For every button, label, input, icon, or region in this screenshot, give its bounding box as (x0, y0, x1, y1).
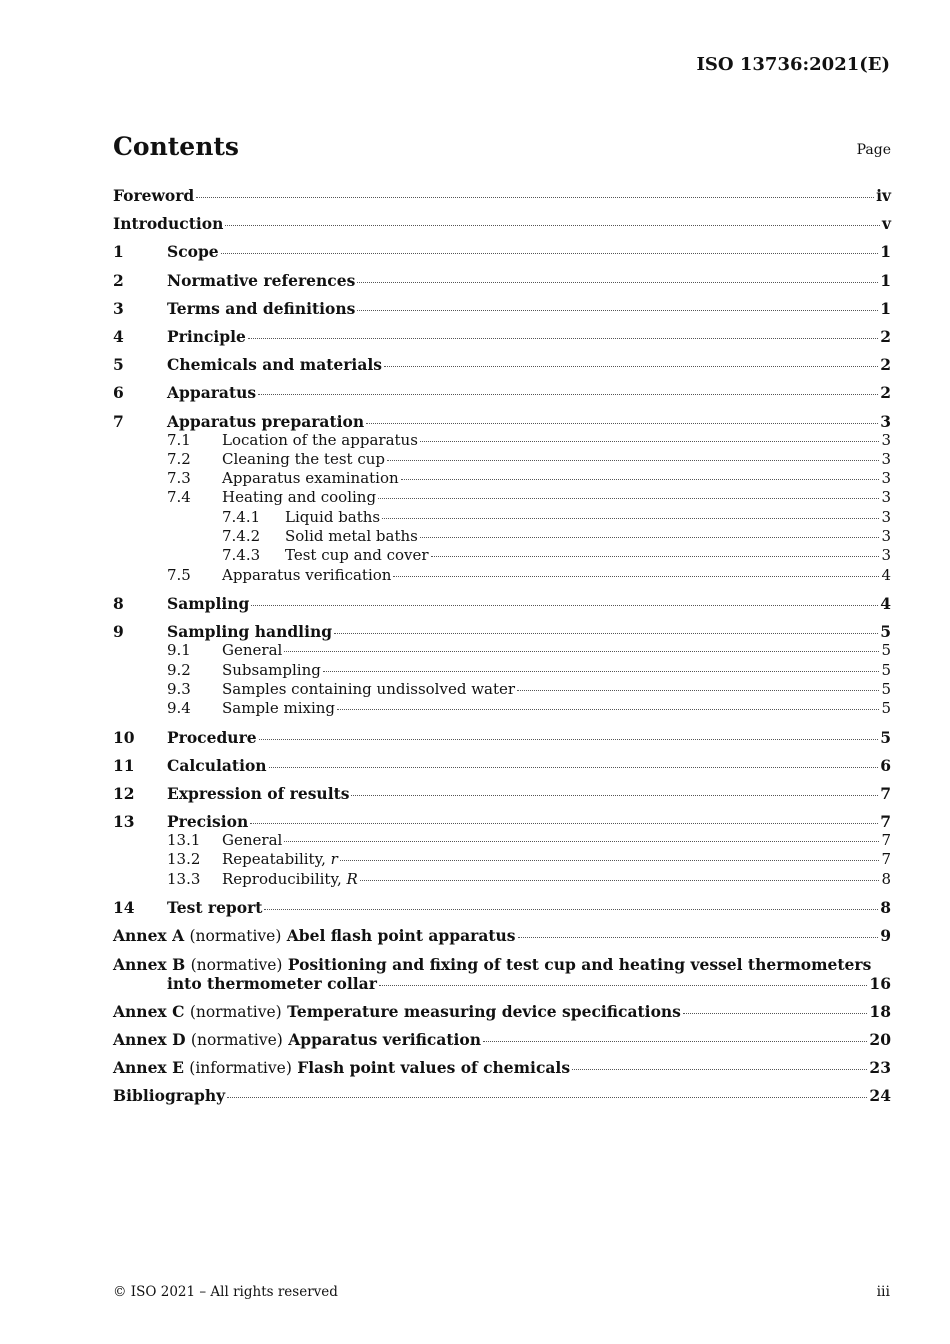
toc-page-number: 6 (880, 755, 891, 775)
dot-leader (227, 1097, 867, 1098)
toc-clause-number: 5 (113, 355, 124, 375)
dot-leader (483, 1041, 867, 1042)
toc-entry-text: Temperature measuring device specifications (287, 1001, 681, 1021)
dot-leader (357, 282, 878, 283)
annex-title (113, 1030, 481, 1050)
toc-page-number: 3 (881, 488, 891, 507)
dot-leader (250, 823, 878, 824)
toc-entry-9-3[interactable] (113, 680, 891, 699)
dot-leader (360, 880, 880, 881)
toc-page-number: 3 (881, 449, 891, 468)
toc-entry-text: Location of the apparatus (222, 430, 418, 449)
dot-leader (379, 985, 868, 986)
toc-entry-text: Test report (167, 898, 263, 918)
toc-clause-number: 11 (113, 755, 135, 775)
toc-clause-number: 7.4.3 (222, 546, 261, 565)
toc-entry-text: Sampling handling (167, 622, 333, 642)
toc-entry-text: Apparatus preparation (167, 411, 365, 431)
toc-entry-text: Reproducibility, (222, 869, 347, 888)
toc-entry-text: Positioning and fixing of test cup and heating vessel thermometers (287, 954, 872, 974)
toc-clause-number: 13.2 (167, 850, 201, 869)
toc-clause-number: 7.1 (167, 430, 191, 449)
toc-entry-text: Foreword (113, 186, 195, 205)
toc-entry-text: Apparatus (167, 383, 257, 403)
toc-clause-number: 13.1 (167, 831, 201, 850)
toc-entry-annex-d[interactable] (113, 1030, 891, 1049)
toc-page-number: 3 (881, 430, 891, 449)
copyright-notice: © ISO 2021 – All rights reserved (113, 1284, 338, 1300)
toc-entry-text-wrapper (222, 850, 338, 869)
dot-leader (384, 366, 878, 367)
toc-page-number: 8 (881, 869, 891, 888)
annex-kind: (normative) (190, 1031, 283, 1050)
table-of-contents (113, 186, 891, 1105)
toc-clause-number: 7 (113, 411, 124, 431)
toc-entry-text: Heating and cooling (222, 488, 377, 507)
dot-leader (572, 1069, 867, 1070)
toc-entry-text-continued: into thermometer collar (167, 973, 377, 993)
toc-page-number: 24 (869, 1086, 891, 1106)
toc-entry-clause-2[interactable] (113, 271, 891, 290)
toc-page-number: 16 (869, 973, 891, 993)
toc-page-number: 5 (881, 679, 891, 698)
toc-entry-text: Abel flash point apparatus (286, 926, 516, 946)
dot-leader (401, 479, 880, 480)
toc-entry-text: Precision (167, 812, 249, 832)
toc-clause-number: 9 (113, 622, 124, 642)
toc-page-number: 7 (880, 784, 891, 803)
toc-page-number: 2 (880, 326, 891, 346)
toc-page-number: 1 (880, 298, 891, 318)
toc-entry-clause-3[interactable] (113, 299, 891, 318)
dot-leader (420, 537, 880, 538)
toc-entry-7-3[interactable] (113, 469, 891, 488)
annex-kind: (normative) (190, 955, 283, 974)
toc-clause-number: 12 (113, 784, 135, 803)
toc-clause-number: 1 (113, 242, 124, 262)
toc-page-number: 5 (881, 660, 891, 679)
toc-entry-text: Repeatability, (222, 850, 331, 869)
dot-leader (323, 671, 880, 672)
dot-leader (221, 253, 879, 254)
document-id-header: ISO 13736:2021(E) (696, 54, 890, 75)
toc-entry-9-4[interactable] (113, 699, 891, 718)
toc-entry-text: Introduction (113, 214, 224, 234)
toc-clause-number: 9.2 (167, 660, 191, 679)
dot-leader (284, 651, 879, 652)
dot-leader (264, 909, 878, 910)
toc-entry-text: General (222, 641, 283, 660)
annex-title (113, 926, 516, 946)
toc-page-number: 4 (880, 594, 891, 614)
dot-leader (259, 739, 879, 740)
toc-page-number: iv (876, 186, 891, 205)
toc-entry-clause-5[interactable] (113, 355, 891, 374)
toc-page-number: 7 (881, 831, 891, 850)
toc-clause-number: 2 (113, 270, 124, 290)
annex-title (113, 1002, 681, 1022)
toc-entry-text: Chemicals and materials (167, 355, 382, 375)
annex-kind: (normative) (189, 1002, 282, 1021)
toc-page-number: 3 (880, 411, 891, 431)
toc-entry-7-4-2[interactable] (113, 527, 891, 546)
dot-leader (251, 605, 878, 606)
toc-entry-clause-14[interactable] (113, 898, 891, 917)
toc-entry-9-1[interactable] (113, 641, 891, 660)
dot-leader (431, 556, 880, 557)
toc-entry-clause-12[interactable] (113, 784, 891, 803)
contents-title: Contents (113, 132, 240, 161)
annex-kind: (normative) (189, 927, 282, 946)
dot-leader (269, 767, 879, 768)
toc-entry-clause-1[interactable] (113, 242, 891, 261)
dot-leader (337, 709, 879, 710)
toc-entry-text: Expression of results (167, 784, 350, 803)
contents-heading-row (113, 132, 891, 166)
dot-leader (225, 225, 880, 226)
toc-entry-13-2[interactable] (113, 850, 891, 869)
toc-entry-text: Sampling (167, 594, 250, 614)
toc-entry-annex-a[interactable] (113, 926, 891, 945)
dot-leader (420, 441, 880, 442)
toc-entry-text: Apparatus verification (222, 565, 392, 584)
toc-clause-number: 10 (113, 727, 135, 747)
toc-page-number: 5 (880, 622, 891, 642)
toc-entry-clause-9[interactable] (113, 622, 891, 641)
toc-clause-number: 7.5 (167, 565, 191, 584)
toc-entry-7-4-3[interactable] (113, 546, 891, 565)
toc-page-number: 3 (881, 546, 891, 565)
toc-entry-annex-c[interactable] (113, 1002, 891, 1021)
annex-label: Annex E (113, 1058, 184, 1078)
dot-leader (196, 197, 874, 198)
dot-leader (382, 518, 879, 519)
toc-clause-number: 6 (113, 383, 124, 403)
toc-entry-variable: R (346, 869, 358, 888)
annex-label: Annex A (113, 926, 185, 946)
toc-clause-number: 7.2 (167, 449, 191, 468)
toc-entry-text: Calculation (167, 755, 267, 775)
dot-leader (378, 498, 879, 499)
toc-entry-text: Cleaning the test cup (222, 449, 385, 468)
toc-entry-text: Principle (167, 326, 246, 346)
dot-leader (393, 576, 879, 577)
dot-leader (334, 633, 878, 634)
toc-entry-clause-13[interactable] (113, 812, 891, 831)
toc-page-number: 3 (881, 469, 891, 488)
toc-clause-number: 13 (113, 812, 135, 832)
toc-page-number: 9 (880, 926, 891, 946)
toc-clause-number: 7.4 (167, 488, 191, 507)
dot-leader (340, 860, 880, 861)
toc-clause-number: 9.1 (167, 641, 191, 660)
dot-leader (248, 338, 878, 339)
toc-page-number: 5 (881, 699, 891, 718)
toc-clause-number: 4 (113, 326, 124, 346)
dot-leader (366, 423, 878, 424)
toc-page-number: 1 (880, 270, 891, 290)
toc-page-number: 5 (880, 727, 891, 747)
toc-clause-number: 7.4.2 (222, 526, 261, 545)
toc-entry-foreword[interactable] (113, 186, 891, 205)
toc-page-number: 1 (880, 242, 891, 262)
annex-title (113, 955, 891, 974)
page-number: iii (876, 1284, 890, 1300)
toc-entry-text: Liquid baths (285, 507, 381, 526)
toc-entry-7-4[interactable] (113, 488, 891, 507)
toc-entry-7-5[interactable] (113, 566, 891, 585)
toc-page-number: 7 (881, 850, 891, 869)
toc-entry-variable: r (330, 850, 338, 869)
toc-clause-number: 8 (113, 594, 124, 614)
dot-leader (258, 394, 878, 395)
dot-leader (683, 1013, 868, 1014)
toc-entry-text: Scope (167, 242, 219, 262)
toc-clause-number: 14 (113, 898, 135, 918)
toc-page-number: 20 (869, 1030, 891, 1050)
dot-leader (517, 690, 879, 691)
toc-entry-introduction[interactable] (113, 214, 891, 233)
toc-entry-text: Sample mixing (222, 699, 336, 718)
toc-entry-text: Solid metal baths (285, 526, 418, 545)
toc-entry-7-4-1[interactable] (113, 508, 891, 527)
toc-entry-clause-6[interactable] (113, 383, 891, 402)
page-column-label: Page (856, 142, 891, 158)
toc-page-number: 2 (880, 383, 891, 403)
annex-kind: (informative) (189, 1059, 292, 1078)
toc-entry-text: Normative references (167, 270, 356, 290)
dot-leader (518, 937, 879, 938)
dot-leader (387, 460, 879, 461)
annex-title (113, 1058, 570, 1078)
toc-entry-text: Samples containing undissolved water (222, 679, 516, 698)
toc-page-number: 5 (881, 641, 891, 660)
toc-entry-13-3[interactable] (113, 870, 891, 889)
toc-page-number: 18 (869, 1001, 891, 1021)
toc-clause-number: 13.3 (167, 869, 201, 888)
dot-leader (284, 841, 879, 842)
toc-page-number: 3 (881, 507, 891, 526)
toc-entry-13-1[interactable] (113, 831, 891, 850)
toc-entry-text: Flash point values of chemicals (297, 1058, 571, 1078)
annex-label: Annex C (113, 1001, 185, 1021)
toc-entry-text: Apparatus verification (288, 1030, 482, 1050)
toc-entry-text: Bibliography (113, 1086, 226, 1106)
toc-entry-7-2[interactable] (113, 450, 891, 469)
toc-page-number: 3 (881, 526, 891, 545)
toc-entry-text: General (222, 831, 283, 850)
toc-clause-number: 9.3 (167, 679, 191, 698)
toc-page-number: 23 (869, 1058, 891, 1078)
annex-label: Annex D (113, 1030, 186, 1050)
toc-entry-text: Apparatus examination (222, 469, 399, 488)
toc-entry-clause-8[interactable] (113, 594, 891, 613)
toc-clause-number: 9.4 (167, 699, 191, 718)
toc-page-number: 4 (881, 565, 891, 584)
dot-leader (357, 310, 878, 311)
dot-leader (351, 795, 878, 796)
toc-page-number: v (881, 214, 891, 234)
toc-entry-annex-b[interactable] (113, 955, 891, 993)
toc-clause-number: 7.3 (167, 469, 191, 488)
toc-entry-annex-e[interactable] (113, 1058, 891, 1077)
toc-clause-number: 7.4.1 (222, 507, 261, 526)
toc-entry-7-1[interactable] (113, 431, 891, 450)
toc-entry-clause-11[interactable] (113, 756, 891, 775)
toc-entry-text: Terms and definitions (167, 298, 356, 318)
toc-clause-number: 3 (113, 298, 124, 318)
toc-page-number: 2 (880, 355, 891, 375)
toc-page-number: 7 (880, 812, 891, 832)
toc-page-number: 8 (880, 898, 891, 918)
toc-entry-clause-7[interactable] (113, 412, 891, 431)
toc-entry-text-wrapper (222, 870, 358, 889)
toc-entry-text: Subsampling (222, 660, 321, 679)
toc-entry-text: Procedure (167, 727, 257, 747)
toc-entry-text: Test cup and cover (285, 546, 429, 565)
toc-entry-bibliography[interactable] (113, 1086, 891, 1105)
toc-entry-9-2[interactable] (113, 661, 891, 680)
toc-entry-clause-10[interactable] (113, 728, 891, 747)
annex-label: Annex B (113, 954, 186, 974)
toc-entry-clause-4[interactable] (113, 327, 891, 346)
